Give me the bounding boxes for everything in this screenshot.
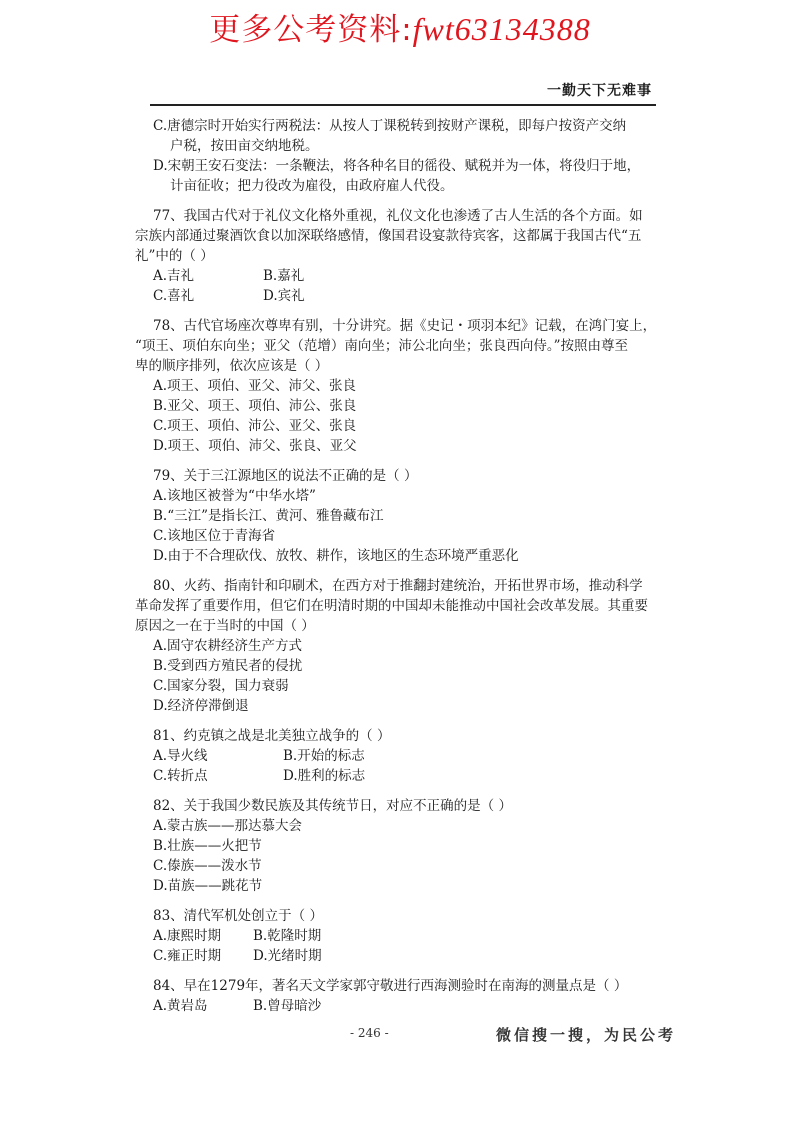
option-row [135, 946, 660, 966]
question-77 [135, 206, 660, 306]
question-84 [135, 976, 660, 1016]
option-c: C.雍正时期 [153, 948, 222, 964]
option-a: A.黄岩岛 [153, 998, 208, 1014]
question-81 [135, 726, 660, 786]
page-content [135, 116, 660, 1016]
option-a: A.该地区被誉为“中华水塔” [153, 488, 316, 504]
option-row [135, 286, 660, 306]
question-79 [135, 466, 660, 566]
question-stem: 84、早在1279年，著名天文学家郭守敬进行西海测验时在南海的测量点是（ ） [153, 978, 628, 994]
option-b: B.受到西方殖民者的侵扰 [153, 658, 303, 674]
option-d-continued: 计亩征收；把力役改为雇役，由政府雇人代役。 [170, 178, 454, 194]
option-a: A.康熙时期 [153, 928, 222, 944]
option-d: D.苗族——跳花节 [153, 878, 263, 894]
option-b: B.壮族——火把节 [153, 838, 262, 854]
option-c: C.喜礼 [153, 288, 195, 304]
question-stem: 81、约克镇之战是北美独立战争的（ ） [153, 728, 391, 744]
option-b: B.嘉礼 [263, 268, 305, 284]
option-d: D.项王、项伯、沛父、张良、亚父 [153, 438, 357, 454]
footer-slogan: 微信搜一搜，为民公考 [496, 1026, 677, 1044]
option-row [135, 926, 660, 946]
question-stem-line: “项王、项伯东向坐；亚父（范增）南向坐；沛公北向坐；张良西向侍。”按照由尊至 [135, 338, 629, 354]
question-stem: 82、关于我国少数民族及其传统节日，对应不正确的是（ ） [153, 798, 512, 814]
option-d: D.宋朝王安石变法：一条鞭法，将各种名目的徭役、赋税并为一体，将役归于地， [153, 158, 641, 174]
question-stem: 78、古代官场座次尊卑有别，十分讲究。据《史记・项羽本纪》记载，在鸿门宴上， [153, 318, 657, 334]
question-78 [135, 316, 660, 456]
option-d: D.光绪时期 [253, 948, 322, 964]
question-stem-line: 卑的顺序排列，依次应该是（ ） [135, 358, 329, 374]
option-row [135, 746, 660, 766]
watermark-url: fwt63134388 [412, 11, 591, 47]
option-b: B.乾隆时期 [253, 928, 322, 944]
question-stem: 80、火药、指南针和印刷术，在西方对于推翻封建统治，开拓世界市场，推动科学 [153, 578, 643, 594]
question-stem-line: 宗族内部通过聚酒饮食以加深联络感情，像国君设宴款待宾客，这都属于我国古代“五 [135, 228, 642, 244]
option-c: C.项王、项伯、沛公、亚父、张良 [153, 418, 357, 434]
question-stem: 83、清代军机处创立于（ ） [153, 908, 323, 924]
option-c: C.该地区位于青海省 [153, 528, 276, 544]
prev-question-tail [135, 116, 660, 196]
option-d: D.经济停滞倒退 [153, 698, 249, 714]
option-d: D.胜利的标志 [283, 768, 366, 784]
option-c-continued: 户税，按田亩交纳地税。 [170, 138, 319, 154]
watermark-banner [0, 4, 800, 49]
option-c: C.转折点 [153, 768, 208, 784]
option-a: A.蒙古族——那达慕大会 [153, 818, 303, 834]
option-row [135, 266, 660, 286]
option-b: B.亚父、项王、项伯、沛公、张良 [153, 398, 357, 414]
option-a: A.吉礼 [153, 268, 195, 284]
watermark-text: 更多公考资料: [209, 12, 413, 48]
question-83 [135, 906, 660, 966]
header-divider [150, 104, 656, 106]
question-stem: 79、关于三江源地区的说法不正确的是（ ） [153, 468, 418, 484]
question-80 [135, 576, 660, 716]
option-d: D.由于不合理砍伐、放牧、耕作，该地区的生态环境严重恶化 [153, 548, 519, 564]
option-a: A.导火线 [153, 748, 208, 764]
option-c: C.傣族——泼水节 [153, 858, 262, 874]
option-b: B.开始的标志 [283, 748, 365, 764]
option-c: C.国家分裂，国力衰弱 [153, 678, 289, 694]
question-stem-line: 革命发挥了重要作用，但它们在明清时期的中国却未能推动中国社会改革发展。其重要 [135, 598, 648, 614]
question-stem-line: 礼”中的（ ） [135, 248, 214, 264]
option-row [135, 996, 660, 1016]
option-row [135, 766, 660, 786]
page-number: - 246 - [350, 1026, 389, 1040]
header-motto: 一勤天下无难事 [547, 83, 652, 99]
option-c: C.唐德宗时开始实行两税法：从按人丁课税转到按财产课税，即每户按资产交纳 [153, 118, 627, 134]
option-a: A.项王、项伯、亚父、沛父、张良 [153, 378, 357, 394]
option-d: D.宾礼 [263, 288, 305, 304]
question-82 [135, 796, 660, 896]
question-stem: 77、我国古代对于礼仪文化格外重视，礼仪文化也渗透了古人生活的各个方面。如 [153, 208, 643, 224]
option-b: B.曾母暗沙 [253, 998, 322, 1014]
question-stem-line: 原因之一在于当时的中国（ ） [135, 618, 315, 634]
option-b: B.“三江”是指长江、黄河、雅鲁藏布江 [153, 508, 384, 524]
option-a: A.固守农耕经济生产方式 [153, 638, 303, 654]
